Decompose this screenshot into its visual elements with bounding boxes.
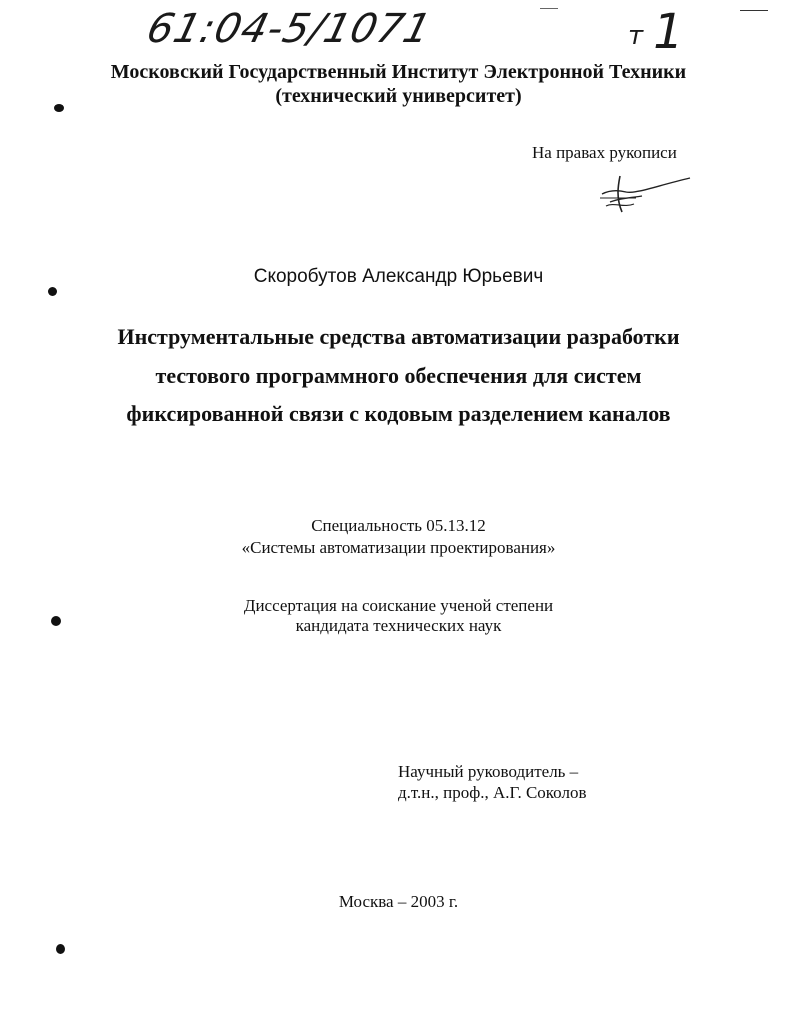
signature-icon [596,172,696,216]
specialty-code: Специальность 05.13.12 [311,516,486,535]
dissertation-title-line: фиксированной связи с кодовым разделением каналов [126,401,671,426]
scan-speck [54,104,64,112]
degree-line: кандидата технических наук [295,616,502,635]
handwritten-volume-mark [628,4,684,60]
institution-name: Московский Государственный Институт Электронной Техники [110,61,687,83]
scan-speck [48,287,57,296]
city-year: Москва – 2003 г. [338,892,459,911]
scan-dash-mark [740,10,768,11]
specialty-name: «Системы автоматизации проектирования» [241,538,556,557]
volume-number: 1 [653,4,684,60]
dissertation-title-line: тестового программного обеспечения для систем [155,363,642,388]
advisor-name: д.т.н., проф., А.Г. Соколов [398,783,587,802]
manuscript-note: На правах рукописи [532,143,677,162]
volume-letter: т [628,21,644,51]
author-name: Скоробутов Александр Юрьевич [253,266,544,287]
institution-subtitle: (технический университет) [275,85,522,107]
degree-line: Диссертация на соискание ученой степени [243,596,554,615]
dissertation-title-line: Инструментальные средства автоматизации разработки [117,324,680,349]
scan-dash-mark [540,8,558,9]
handwritten-catalog-code: 61:04-5/1071 [142,6,437,52]
scan-speck [56,944,65,954]
scan-speck [51,616,61,626]
advisor-label: Научный руководитель – [398,762,579,781]
